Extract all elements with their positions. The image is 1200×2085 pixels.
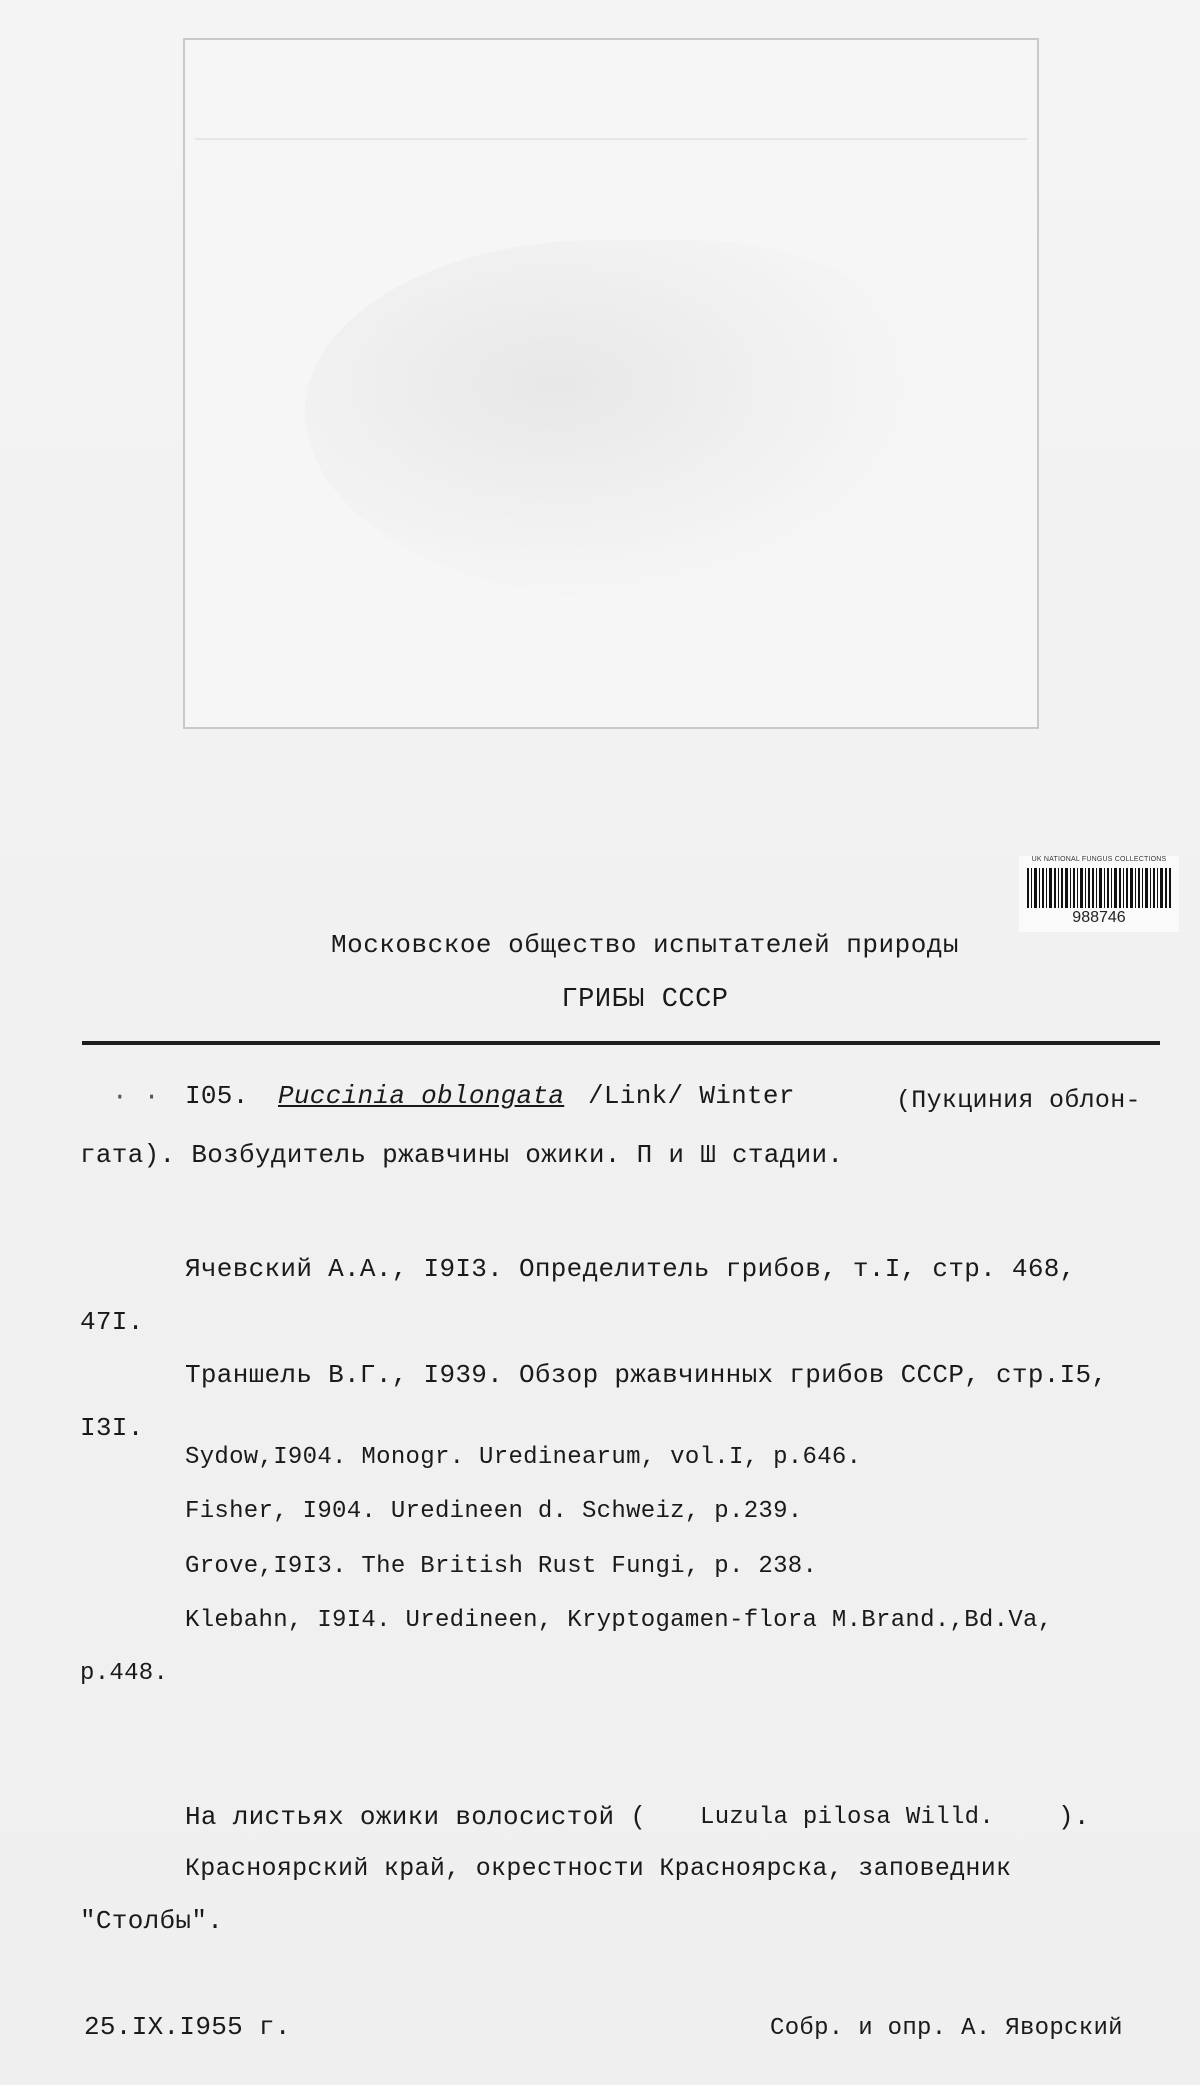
header-rule (82, 1041, 1160, 1045)
reference-1-line1: Ячевский А.А., I9I3. Определитель грибов, т.I, стр. 468, (185, 1254, 1076, 1284)
barcode-number: 988746 (1072, 909, 1126, 926)
organization-title: Московское общество испытателей природы (331, 930, 959, 960)
barcode-caption: UK NATIONAL FUNGUS COLLECTIONS (1031, 856, 1167, 863)
reference-6-line1: Klebahn, I9I4. Uredineen, Kryptogamen-flora M.Brand.,Bd.Va, (185, 1607, 1053, 1634)
barcode-label (1019, 856, 1179, 932)
host-latin-name: Luzula pilosa Willd. (700, 1804, 995, 1831)
locality-line2: "Столбы". (80, 1906, 224, 1936)
margin-dots: · · (112, 1082, 160, 1112)
taxon-name: Puccinia oblongata (278, 1081, 565, 1111)
locality-line1: Красноярский край, окрестности Красноярска, заповедник (185, 1854, 1012, 1883)
barcode-bars (1027, 868, 1173, 908)
packet-flap-fold (195, 138, 1027, 140)
vernacular-name-end: гата). Возбудитель ржавчины ожики. П и Ш стадии. (80, 1140, 844, 1170)
specimen-packet (183, 38, 1039, 729)
reference-6-line2: p.448. (80, 1660, 169, 1687)
taxon-authority: /Link/ Winter (588, 1081, 795, 1111)
collection-date: 25.IX.I955 г. (84, 2012, 291, 2042)
entry-number: I05. (185, 1081, 249, 1111)
reference-4: Fisher, I904. Uredineen d. Schweiz, p.239. (185, 1498, 803, 1525)
specimen-shadow (305, 240, 925, 600)
host-suffix: ). (1058, 1802, 1090, 1832)
reference-1-line2: 47I. (80, 1307, 144, 1337)
reference-5: Grove,I9I3. The British Rust Fungi, p. 238. (185, 1553, 818, 1580)
series-title: ГРИБЫ СССР (561, 985, 729, 1015)
collector-credit: Собр. и опр. А. Яворский (770, 2015, 1123, 2042)
reference-2-line1: Траншель В.Г., I939. Обзор ржавчинных грибов СССР, стр.I5, (185, 1360, 1108, 1390)
vernacular-name-start: (Пукциния облон- (896, 1086, 1141, 1115)
reference-3: Sydow,I904. Monogr. Uredinearum, vol.I, p.646. (185, 1444, 862, 1471)
reference-2-line2: I3I. (80, 1413, 144, 1443)
host-prefix: На листьях ожики волосистой ( (185, 1802, 647, 1832)
